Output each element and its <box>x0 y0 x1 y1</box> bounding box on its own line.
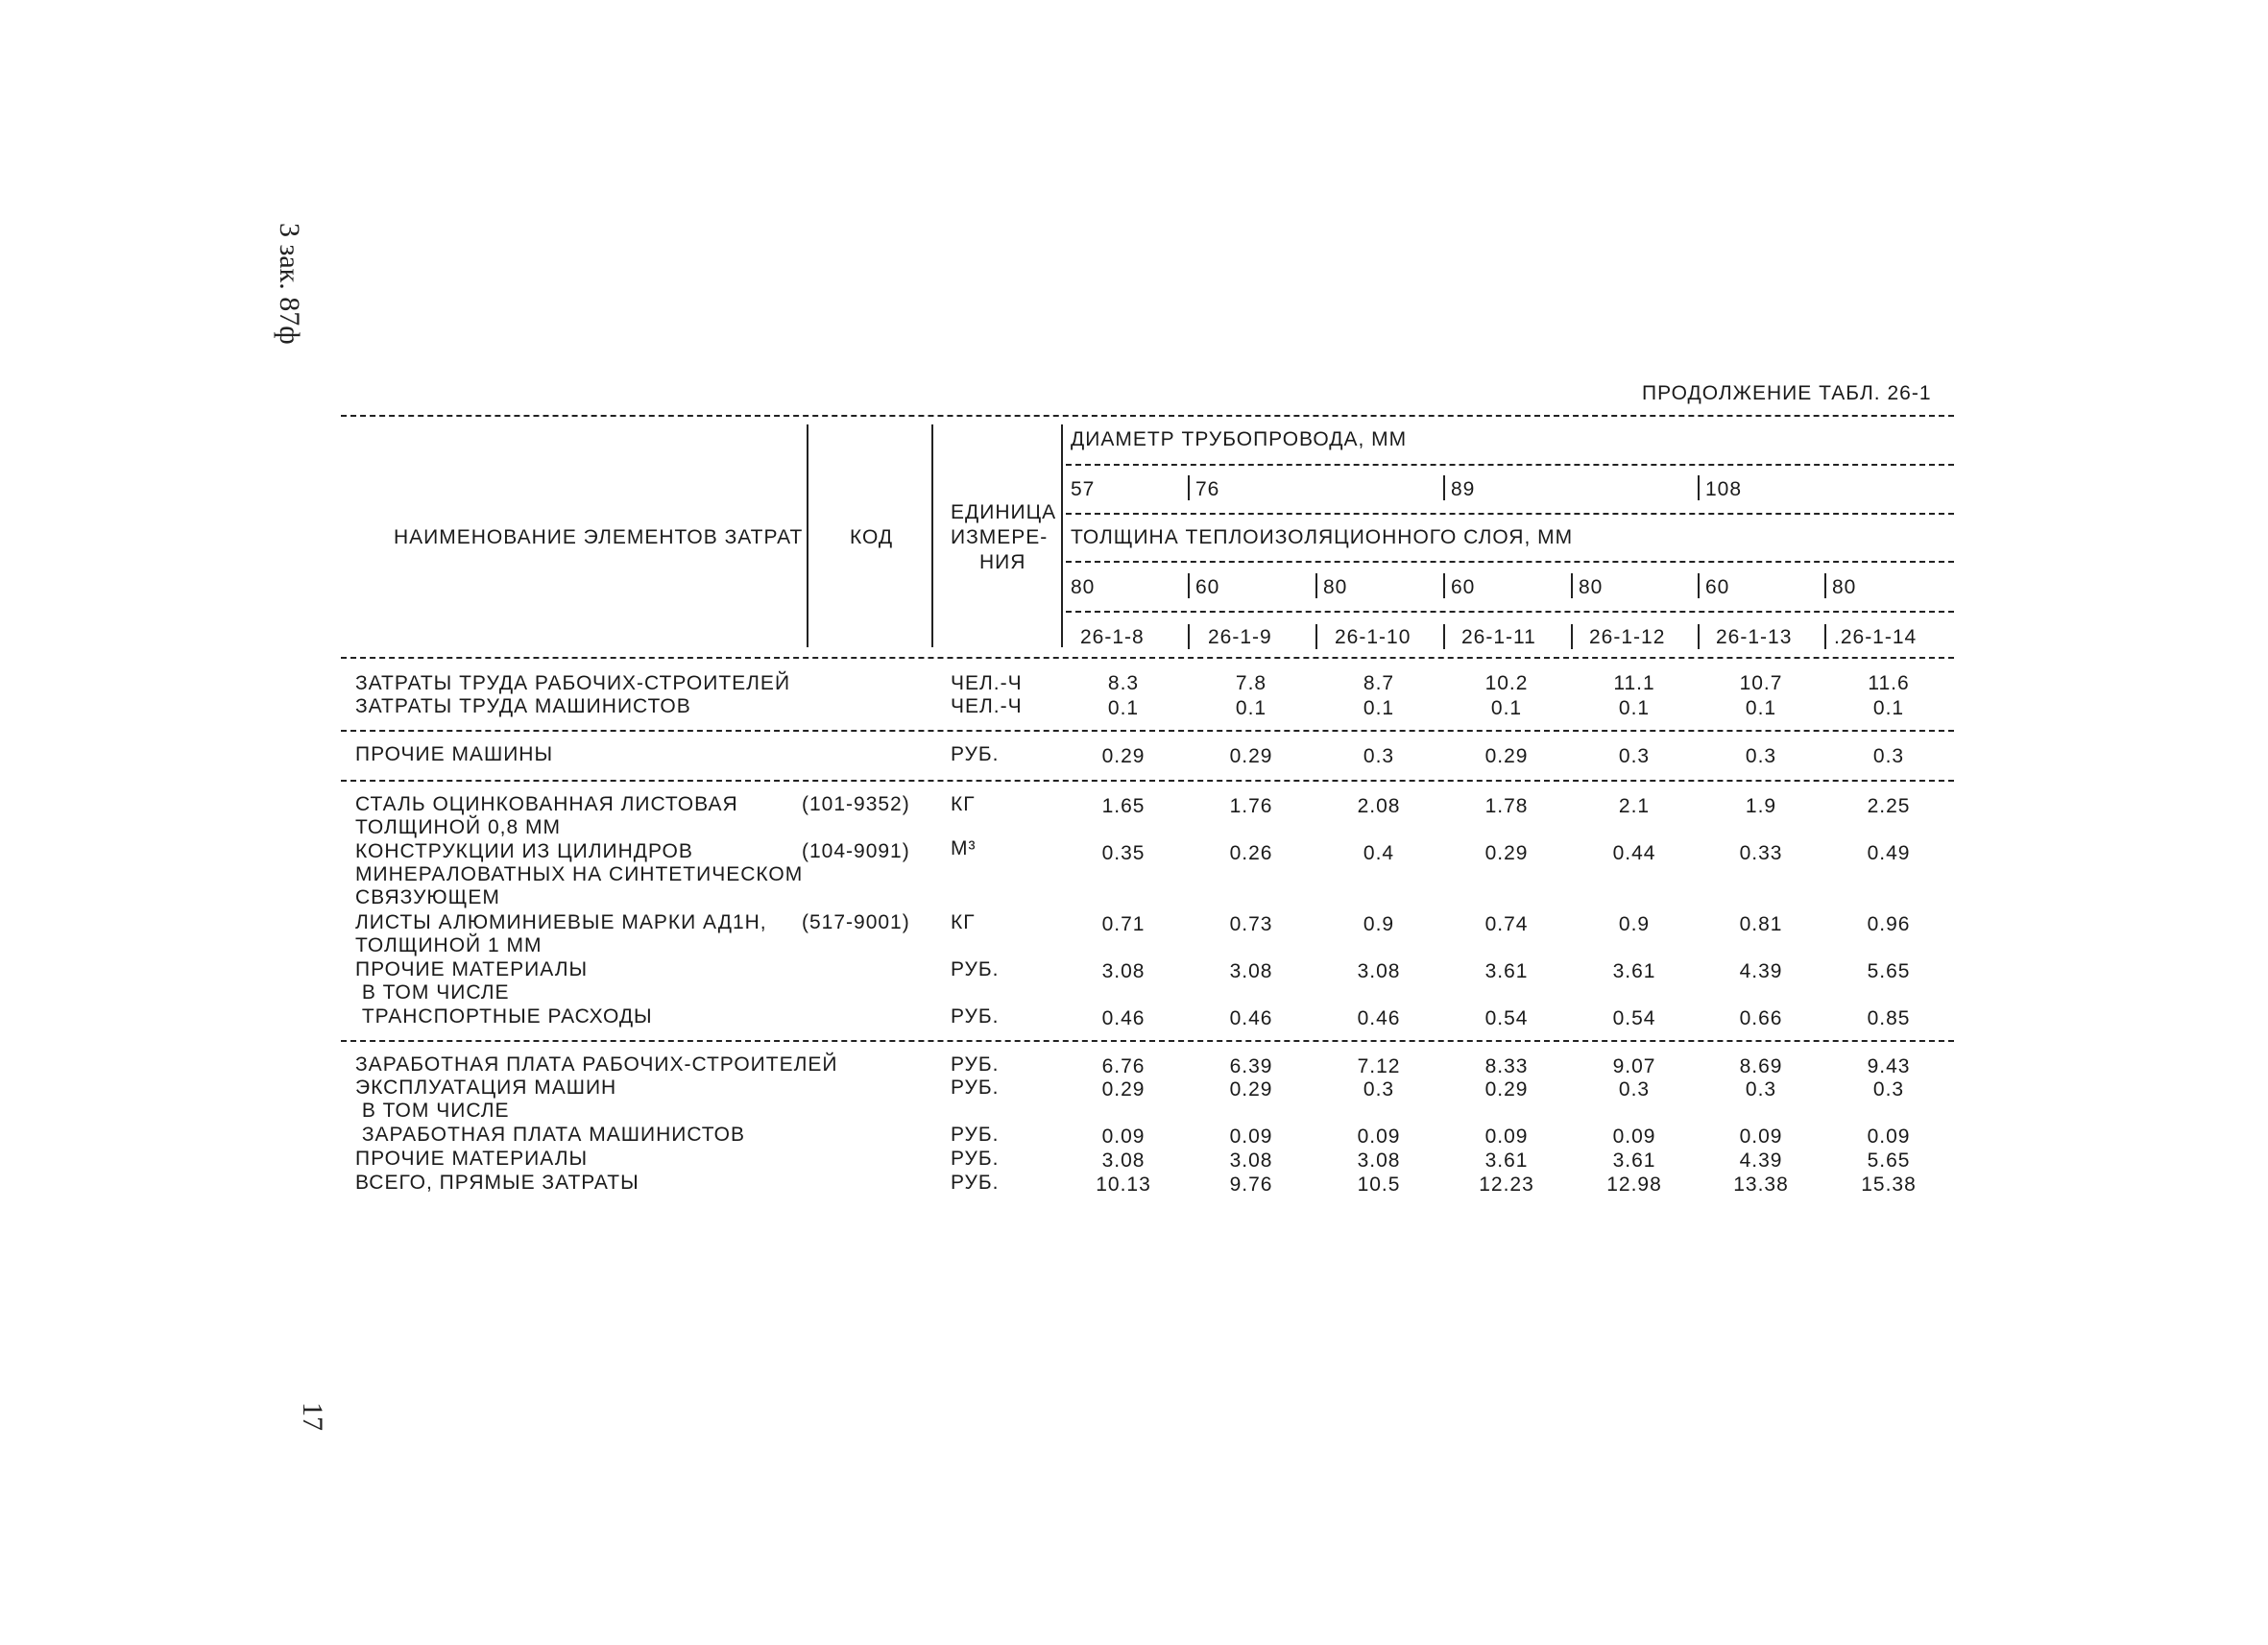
row-value: 0.09 <box>1484 1125 1529 1148</box>
row-value: 12.98 <box>1606 1173 1662 1196</box>
row-value: 10.5 <box>1357 1173 1401 1196</box>
row-unit: РУБ. <box>951 1005 1000 1028</box>
row-value: 0.09 <box>1229 1125 1273 1148</box>
row-value: 0.09 <box>1739 1125 1783 1148</box>
divider-d76 <box>1188 475 1190 500</box>
row-value: 0.3 <box>1872 1078 1905 1101</box>
row-value: 0.29 <box>1101 745 1146 767</box>
divider-t3 <box>1315 573 1317 598</box>
row-name-line3: СВЯЗУЮЩЕМ <box>355 886 500 908</box>
header-thickness-2: 60 <box>1195 576 1220 598</box>
header-thickness-label: ТОЛЩИНА ТЕПЛОИЗОЛЯЦИОННОГО СЛОЯ, ММ <box>1071 526 1574 548</box>
row-value: 6.76 <box>1101 1055 1146 1077</box>
header-col-unit-1: ЕДИНИЦА <box>951 501 1057 523</box>
row-value: 8.7 <box>1363 672 1395 694</box>
row-unit: ЧЕЛ.-Ч <box>951 695 1023 717</box>
divider-t2 <box>1188 573 1190 598</box>
row-value: 0.29 <box>1484 842 1529 864</box>
row-value: 0.3 <box>1363 1078 1395 1101</box>
header-col-code: КОД <box>850 526 894 548</box>
divider-c4 <box>1443 624 1445 649</box>
row-value: 0.3 <box>1618 1078 1651 1101</box>
row-value: 6.39 <box>1229 1055 1273 1077</box>
divider-c6 <box>1698 624 1700 649</box>
row-value: 0.44 <box>1612 842 1656 864</box>
row-unit: РУБ. <box>951 743 1000 765</box>
row-value: 0.3 <box>1745 745 1777 767</box>
row-name-line2: В ТОМ ЧИСЛЕ <box>355 1100 510 1122</box>
row-value: 13.38 <box>1733 1173 1789 1196</box>
row-value: 5.65 <box>1867 1149 1911 1172</box>
row-name: ТРАНСПОРТНЫЕ РАСХОДЫ <box>355 1005 653 1028</box>
divider-c3 <box>1315 624 1317 649</box>
header-thickness-4: 60 <box>1451 576 1476 598</box>
header-diameter-89: 89 <box>1451 478 1476 500</box>
row-name: ПРОЧИЕ МАТЕРИАЛЫ <box>355 1148 589 1170</box>
row-name: ЗАРАБОТНАЯ ПЛАТА МАШИНИСТОВ <box>355 1124 746 1146</box>
row-value: 3.61 <box>1612 1149 1656 1172</box>
row-unit: КГ <box>951 793 976 815</box>
row-value: 0.71 <box>1101 913 1146 935</box>
row-value: 3.08 <box>1357 960 1401 982</box>
row-value: 2.1 <box>1618 795 1651 817</box>
row-value: 3.61 <box>1612 960 1656 982</box>
row-value: 0.1 <box>1490 697 1523 719</box>
row-value: 0.3 <box>1363 745 1395 767</box>
header-thickness-3: 80 <box>1323 576 1348 598</box>
header-code-7: .26-1-14 <box>1834 626 1918 648</box>
row-value: 3.08 <box>1101 1149 1146 1172</box>
header-code-3: 26-1-10 <box>1335 626 1411 648</box>
row-value: 2.08 <box>1357 795 1401 817</box>
row-unit: РУБ. <box>951 1148 1000 1170</box>
row-value: 0.73 <box>1229 913 1273 935</box>
header-diameter-label: ДИАМЕТР ТРУБОПРОВОДА, ММ <box>1071 428 1408 450</box>
header-thickness-6: 60 <box>1705 576 1730 598</box>
header-code-6: 26-1-13 <box>1716 626 1793 648</box>
row-value: 5.65 <box>1867 960 1911 982</box>
row-value: 4.39 <box>1739 1149 1783 1172</box>
header-code-1: 26-1-8 <box>1080 626 1145 648</box>
header-code-4: 26-1-11 <box>1461 626 1536 648</box>
row-name: ПРОЧИЕ МАШИНЫ <box>355 743 554 765</box>
row-name-line2: МИНЕРАЛОВАТНЫХ НА СИНТЕТИЧЕСКОМ <box>355 863 804 885</box>
rule-h4 <box>1066 611 1954 613</box>
header-code-5: 26-1-12 <box>1589 626 1666 648</box>
row-name: ЭКСПЛУАТАЦИЯ МАШИН <box>355 1077 617 1099</box>
rule-group-1 <box>341 730 1954 732</box>
row-unit: РУБ. <box>951 958 1000 980</box>
row-value: 0.85 <box>1867 1007 1911 1029</box>
row-value: 0.29 <box>1101 1078 1146 1101</box>
row-value: 0.3 <box>1745 1078 1777 1101</box>
row-unit: РУБ. <box>951 1053 1000 1076</box>
rule-top <box>341 415 1954 417</box>
divider-d89 <box>1443 475 1445 500</box>
rule-h1 <box>1066 464 1954 466</box>
divider-name-code <box>807 424 808 647</box>
header-col-name: НАИМЕНОВАНИЕ ЭЛЕМЕНТОВ ЗАТРАТ <box>394 526 804 548</box>
row-value: 1.9 <box>1745 795 1777 817</box>
row-value: 0.9 <box>1363 913 1395 935</box>
row-value: 0.9 <box>1618 913 1651 935</box>
row-value: 11.1 <box>1613 672 1655 694</box>
divider-t7 <box>1824 573 1826 598</box>
row-name-line2: В ТОМ ЧИСЛЕ <box>355 981 510 1004</box>
row-value: 0.46 <box>1357 1007 1401 1029</box>
header-diameter-76: 76 <box>1195 478 1220 500</box>
row-value: 15.38 <box>1861 1173 1917 1196</box>
row-value: 0.09 <box>1357 1125 1401 1148</box>
header-code-2: 26-1-9 <box>1208 626 1272 648</box>
row-value: 0.46 <box>1229 1007 1273 1029</box>
divider-t6 <box>1698 573 1700 598</box>
row-unit: РУБ. <box>951 1172 1000 1194</box>
rule-header-bottom <box>341 657 1954 659</box>
row-value: 4.39 <box>1739 960 1783 982</box>
rule-group-3 <box>341 1040 1954 1042</box>
row-value: 10.13 <box>1096 1173 1151 1196</box>
row-value: 9.43 <box>1867 1055 1911 1077</box>
row-value: 1.76 <box>1229 795 1273 817</box>
rule-h3 <box>1066 561 1954 563</box>
row-name-line2: ТОЛЩИНОЙ 1 ММ <box>355 934 543 956</box>
divider-c2 <box>1188 624 1190 649</box>
row-value: 0.3 <box>1872 745 1905 767</box>
row-value: 0.1 <box>1618 697 1651 719</box>
page-number: 17 <box>297 1402 328 1431</box>
row-name: ПРОЧИЕ МАТЕРИАЛЫ <box>355 958 589 980</box>
row-value: 0.26 <box>1229 842 1273 864</box>
header-thickness-7: 80 <box>1832 576 1857 598</box>
divider-unit-values <box>1061 424 1063 647</box>
row-value: 0.66 <box>1739 1007 1783 1029</box>
row-value: 3.08 <box>1101 960 1146 982</box>
row-value: 2.25 <box>1867 795 1911 817</box>
row-value: 8.69 <box>1739 1055 1783 1077</box>
row-name: КОНСТРУКЦИИ ИЗ ЦИЛИНДРОВ <box>355 840 693 862</box>
row-value: 1.78 <box>1484 795 1529 817</box>
row-value: 1.65 <box>1101 795 1146 817</box>
row-value: 8.33 <box>1484 1055 1529 1077</box>
row-value: 0.1 <box>1745 697 1777 719</box>
divider-t4 <box>1443 573 1445 598</box>
row-value: 0.09 <box>1867 1125 1911 1148</box>
row-value: 0.74 <box>1484 913 1529 935</box>
row-name: ВСЕГО, ПРЯМЫЕ ЗАТРАТЫ <box>355 1172 639 1194</box>
row-value: 3.08 <box>1229 1149 1273 1172</box>
row-value: 0.29 <box>1484 1078 1529 1101</box>
row-name-line2: ТОЛЩИНОЙ 0,8 ММ <box>355 816 561 838</box>
row-value: 0.1 <box>1363 697 1395 719</box>
row-name: СТАЛЬ ОЦИНКОВАННАЯ ЛИСТОВАЯ <box>355 793 738 815</box>
row-value: 0.09 <box>1101 1125 1146 1148</box>
row-name: ЗАТРАТЫ ТРУДА РАБОЧИХ-СТРОИТЕЛЕЙ <box>355 672 791 694</box>
header-col-unit-3: НИЯ <box>979 551 1026 573</box>
table-caption: ПРОДОЛЖЕНИЕ ТАБЛ. 26-1 <box>1642 382 1932 404</box>
row-value: 0.1 <box>1235 697 1267 719</box>
header-diameter-108: 108 <box>1705 478 1743 500</box>
row-value: 9.07 <box>1612 1055 1656 1077</box>
row-code: (517-9001) <box>802 911 910 933</box>
row-value: 10.2 <box>1484 672 1529 694</box>
row-value: 0.3 <box>1618 745 1651 767</box>
row-value: 7.12 <box>1357 1055 1401 1077</box>
row-value: 0.4 <box>1363 842 1395 864</box>
row-value: 0.1 <box>1107 697 1140 719</box>
row-value: 0.09 <box>1612 1125 1656 1148</box>
divider-t5 <box>1571 573 1573 598</box>
row-value: 0.35 <box>1101 842 1146 864</box>
row-value: 0.33 <box>1739 842 1783 864</box>
row-unit: М³ <box>951 837 977 859</box>
row-value: 0.54 <box>1484 1007 1529 1029</box>
row-unit: РУБ. <box>951 1124 1000 1146</box>
row-value: 0.29 <box>1484 745 1529 767</box>
row-value: 0.46 <box>1101 1007 1146 1029</box>
row-name: ЗАТРАТЫ ТРУДА МАШИНИСТОВ <box>355 695 691 717</box>
header-col-unit-2: ИЗМЕРЕ- <box>951 526 1049 548</box>
row-unit: КГ <box>951 911 976 933</box>
header-thickness-1: 80 <box>1071 576 1096 598</box>
row-name: ЛИСТЫ АЛЮМИНИЕВЫЕ МАРКИ АД1Н, <box>355 911 767 933</box>
rule-h2 <box>1066 513 1954 515</box>
divider-c5 <box>1571 624 1573 649</box>
row-value: 11.6 <box>1868 672 1910 694</box>
row-value: 3.08 <box>1229 960 1273 982</box>
row-unit: РУБ. <box>951 1077 1000 1099</box>
divider-code-unit <box>931 424 933 647</box>
row-value: 0.29 <box>1229 745 1273 767</box>
header-diameter-57: 57 <box>1071 478 1096 500</box>
row-value: 10.7 <box>1739 672 1783 694</box>
row-value: 0.49 <box>1867 842 1911 864</box>
divider-c7 <box>1824 624 1826 649</box>
row-value: 3.61 <box>1484 960 1529 982</box>
row-value: 0.54 <box>1612 1007 1656 1029</box>
order-note: 3 зак. 87ф <box>274 223 305 345</box>
row-value: 0.96 <box>1867 913 1911 935</box>
header-thickness-5: 80 <box>1579 576 1604 598</box>
row-code: (104-9091) <box>802 840 910 862</box>
row-value: 8.3 <box>1107 672 1140 694</box>
row-value: 3.08 <box>1357 1149 1401 1172</box>
row-value: 9.76 <box>1229 1173 1273 1196</box>
row-value: 0.1 <box>1872 697 1905 719</box>
row-value: 0.29 <box>1229 1078 1273 1101</box>
row-name: ЗАРАБОТНАЯ ПЛАТА РАБОЧИХ-СТРОИТЕЛЕЙ <box>355 1053 838 1076</box>
divider-d108 <box>1698 475 1700 500</box>
row-value: 7.8 <box>1235 672 1267 694</box>
row-value: 3.61 <box>1484 1149 1529 1172</box>
row-code: (101-9352) <box>802 793 910 815</box>
rule-group-2 <box>341 780 1954 782</box>
row-value: 0.81 <box>1739 913 1783 935</box>
row-value: 12.23 <box>1479 1173 1534 1196</box>
row-unit: ЧЕЛ.-Ч <box>951 672 1023 694</box>
